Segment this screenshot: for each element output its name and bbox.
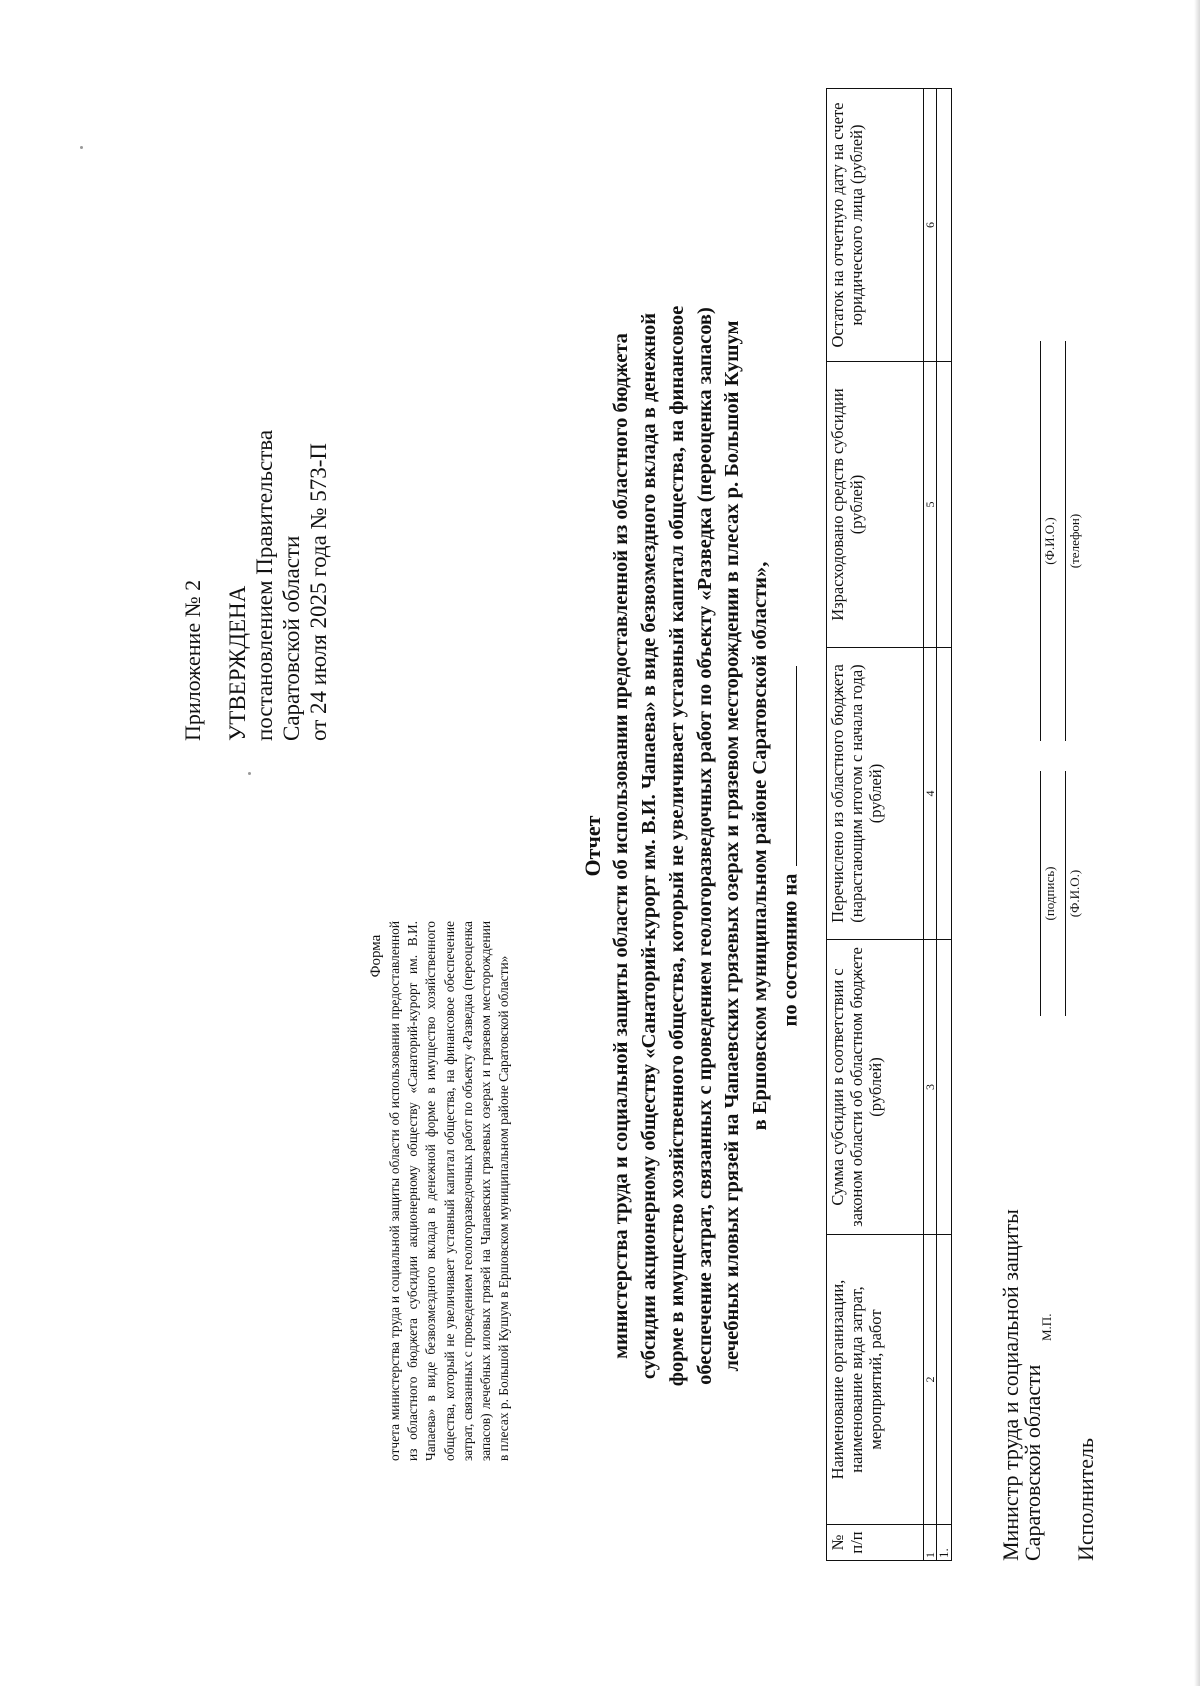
- signature-line[interactable]: [1040, 771, 1041, 1016]
- as-of-label: по состоянию на: [779, 873, 802, 1027]
- decree-line: Саратовской области: [279, 535, 305, 741]
- approval-block: [180, 221, 332, 741]
- header-balance: Остаток на отчетную дату на счете юридического лица (рублей): [827, 89, 924, 362]
- table-cell[interactable]: [937, 940, 952, 1235]
- table-row: [937, 89, 952, 1561]
- form-description: отчета министерства труда и социальной защиты области об использовании предоставленной из областного бюджета субсидии акционерному обществу «Санаторий-курорт им. В.И. Чапаева» в виде безвозмездного вклада в денежной форме в имущество хозяйственного общества, который не увеличивает уставный капитал общества, на финансовое обеспечение затрат, связанных с проведением геологоразведочных работ по объекту «Разведка (переоценка запасов) лечебных иловых грязей на Чапаевских грязевых озерах и грязевом месторождении в плесах р. Большой Кушум в Ершовском муниципальном районе Саратовской области»: [387, 921, 512, 1461]
- report-title-line: обеспечение затрат, связанных с проведением геологоразведочных работ по объекту «Разведка (переоценка запасов): [693, 307, 716, 1385]
- scan-edge-shadow: [1194, 0, 1200, 1686]
- column-number: 4: [924, 648, 937, 940]
- minister-title: [1000, 1161, 1044, 1561]
- column-number: 3: [924, 940, 937, 1235]
- executor-label: Исполнитель: [1073, 1437, 1098, 1561]
- report-title-line: лечебных иловых грязей на Чапаевских грязевых озерах и грязевом месторождении в плесах р. Большой Кушум: [721, 320, 744, 1372]
- form-label: Форма: [368, 934, 384, 978]
- scan-speck: [80, 146, 83, 149]
- column-number-row: [924, 89, 937, 1561]
- table-cell[interactable]: [937, 89, 952, 362]
- report-title-line: министерства труда и социальной защиты области об использовании предоставленной из областного бюджета: [609, 333, 632, 1359]
- table-cell[interactable]: [937, 362, 952, 648]
- table-cell[interactable]: 1.: [937, 1525, 952, 1561]
- column-number: 6: [924, 89, 937, 362]
- column-number: 1: [924, 1525, 937, 1561]
- decree-date: от 24 июля 2025 года № 573-П: [306, 442, 332, 741]
- decree-line: постановлением Правительства: [252, 429, 278, 741]
- name-caption: (Ф.И.О.): [1042, 517, 1057, 565]
- report-heading: Отчет: [580, 815, 605, 877]
- column-number: 5: [924, 362, 937, 648]
- name-line[interactable]: [1040, 341, 1041, 741]
- minister-title-line: Министр труда и социальной защиты: [998, 1209, 1023, 1561]
- approved-stamp: УТВЕРЖДЕНА: [224, 585, 250, 741]
- as-of-date: [775, 36, 805, 1656]
- signature-caption: (подпись): [1042, 866, 1057, 921]
- header-transferred: Перечислено из областного бюджета (нарастающим итогом с начала года) (рублей): [827, 648, 924, 940]
- report-title-line: в Ершовском муниципальном районе Саратовской области»,: [749, 561, 772, 1131]
- executor-name-caption: (Ф.И.О.): [1067, 869, 1082, 918]
- appendix-number: Приложение № 2: [180, 579, 205, 741]
- header-subsidy-amount: Сумма субсидии в соответствии с законом области об областном бюджете (рублей): [827, 940, 924, 1235]
- executor-name-line[interactable]: [1065, 771, 1066, 1016]
- header-name: Наименование организации, наименование вида затрат, мероприятий, работ: [827, 1235, 924, 1525]
- minister-title-line: Саратовской области: [1020, 1364, 1045, 1561]
- report-table: [826, 88, 952, 1561]
- phone-line[interactable]: [1065, 341, 1066, 741]
- table-header-row: [827, 89, 924, 1561]
- stamp-place: М.П.: [1039, 1313, 1054, 1341]
- date-blank-line[interactable]: [775, 666, 797, 866]
- header-spent: Израсходовано средств субсидии (рублей): [827, 362, 924, 648]
- scan-speck: [248, 772, 251, 775]
- header-number: № п/п: [827, 1525, 924, 1561]
- phone-caption: (телефон): [1067, 513, 1082, 569]
- report-title-line: форме в имущество хозяйственного общества, который не увеличивает уставный капитал общества, на финансовое: [665, 305, 688, 1387]
- report-title-line: субсидии акционерному обществу «Санаторий-курорт им. В.И. Чапаева» в виде безвозмездного вклада в денежной: [637, 312, 660, 1380]
- table-cell[interactable]: [937, 1235, 952, 1525]
- column-number: 2: [924, 1235, 937, 1525]
- report-title: [578, 36, 806, 1656]
- table-cell[interactable]: [937, 648, 952, 940]
